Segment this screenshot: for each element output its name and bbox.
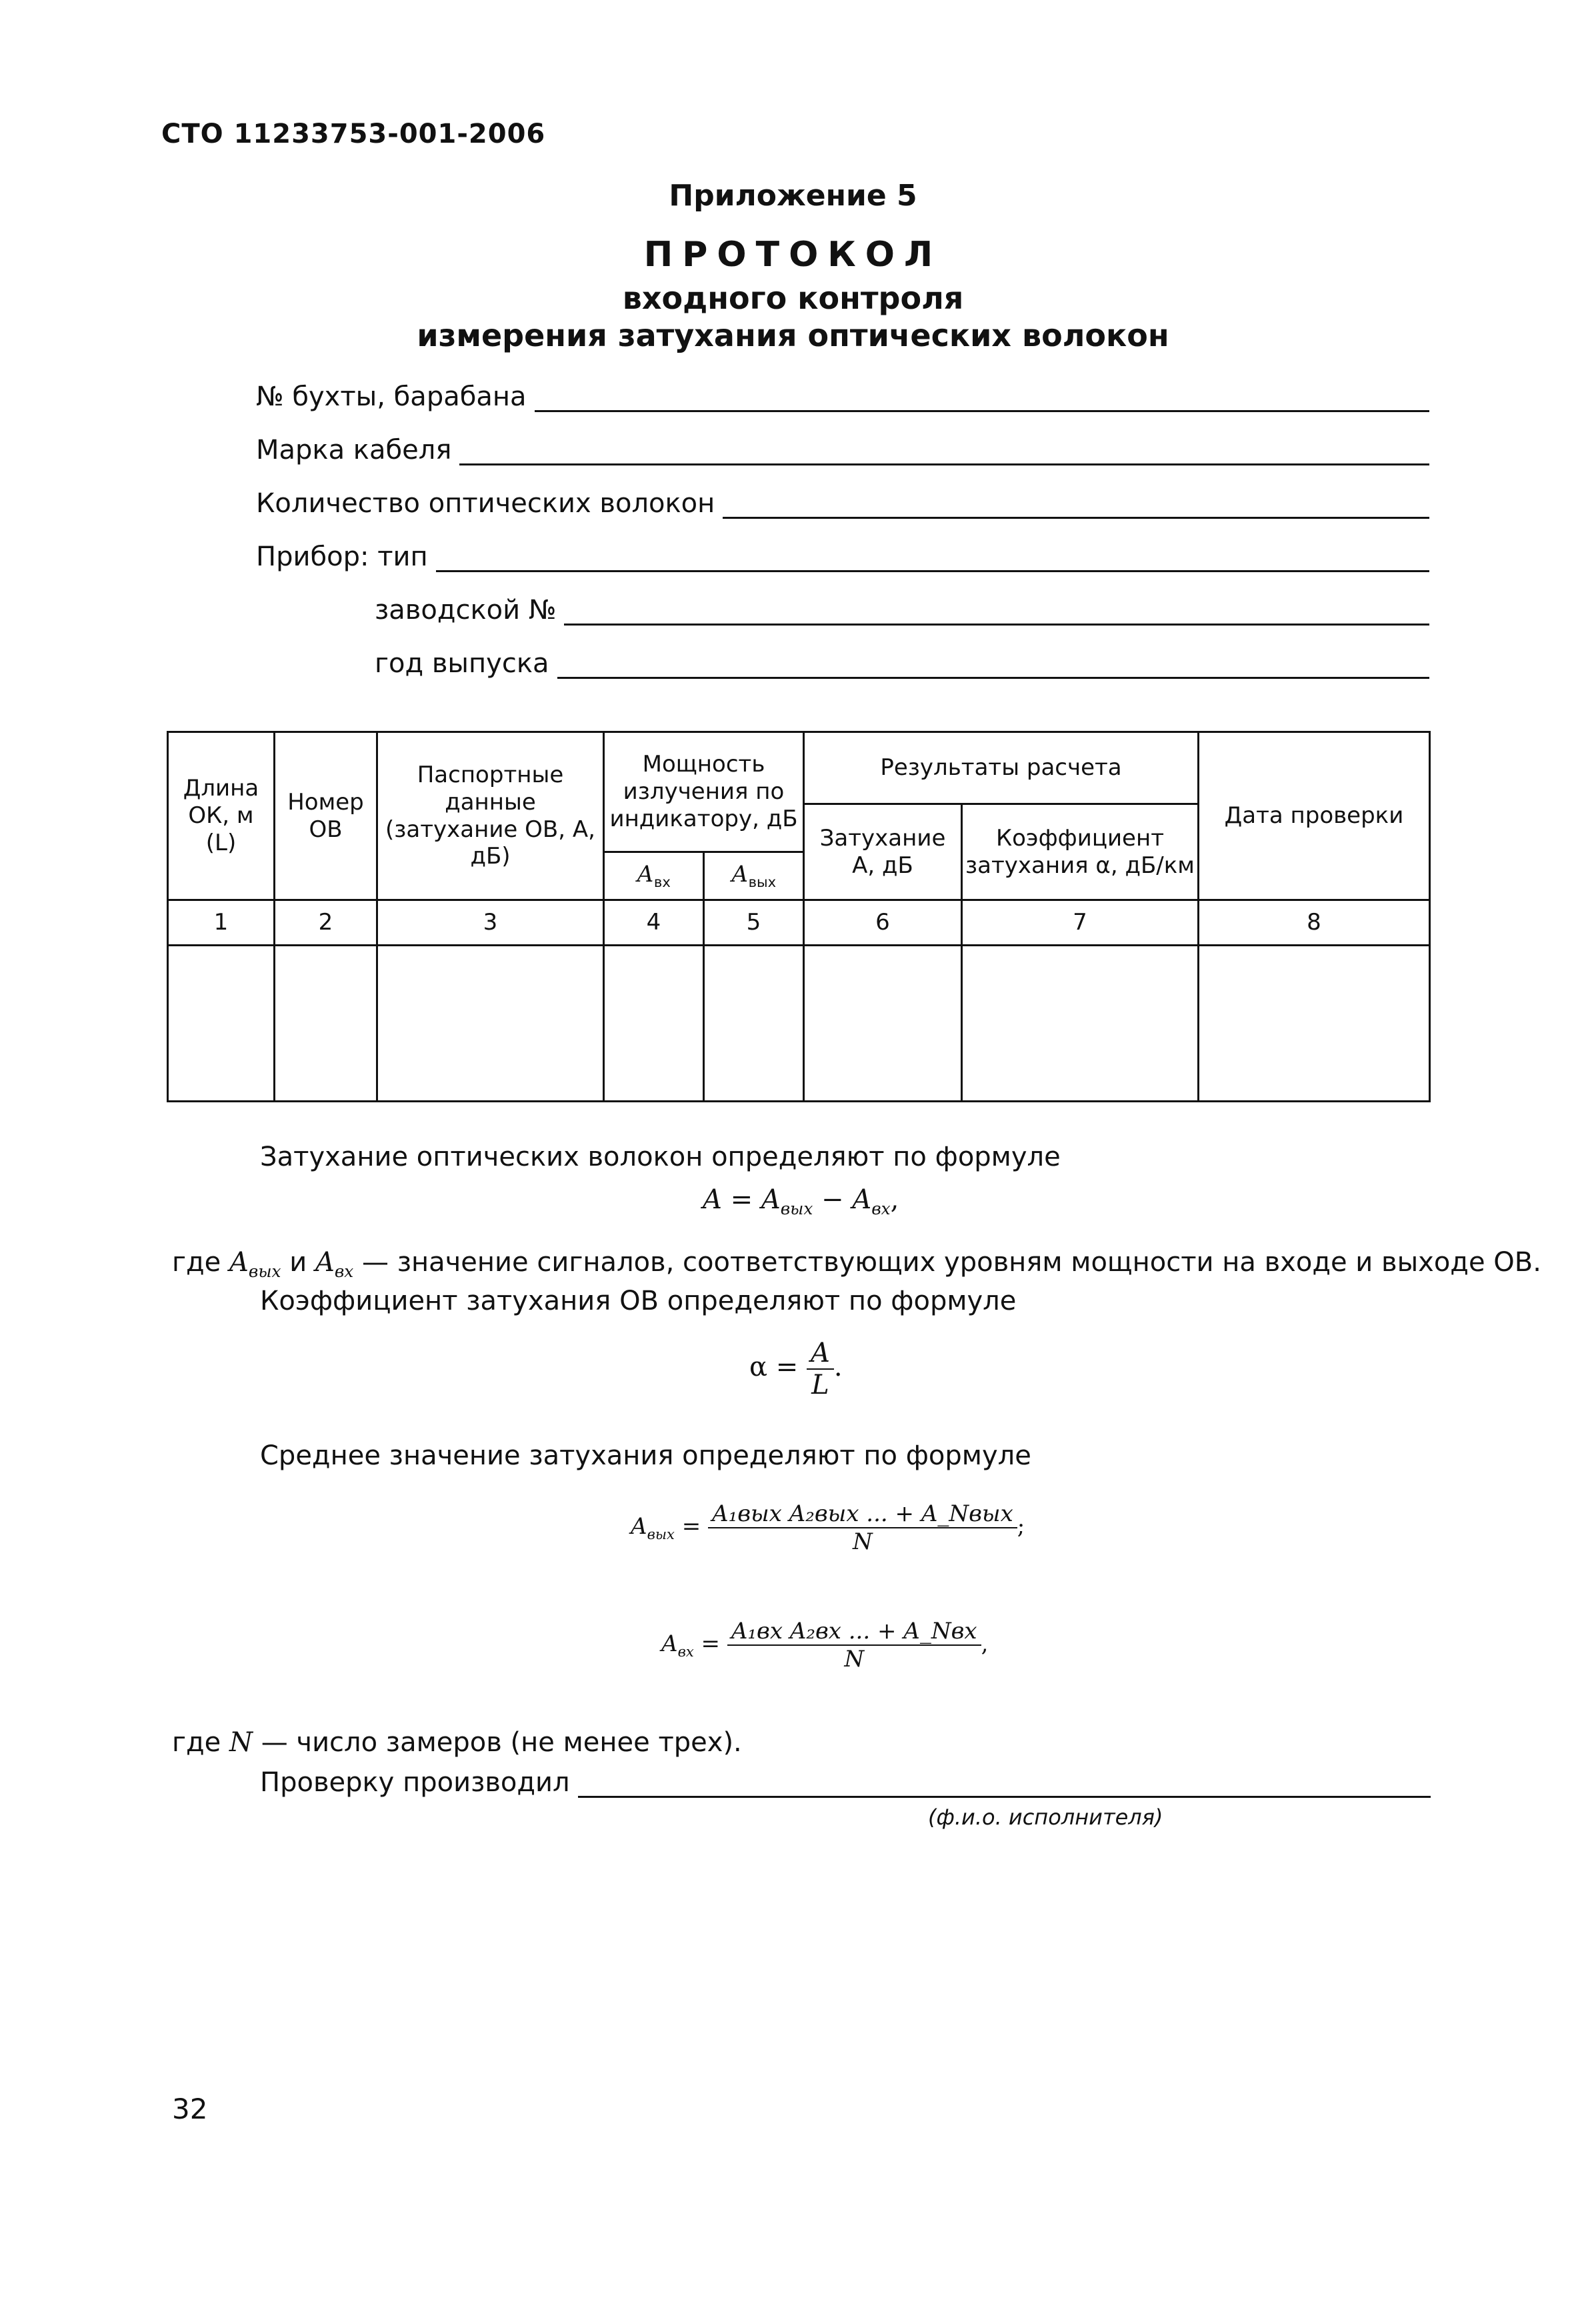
drum-blank[interactable] [535,387,1429,412]
header-a-out: $А_{вых}$ [704,852,804,900]
paragraph-where-signals: где $A_{вых}$ и $A_{вх}$ — значение сигналов, соответствующих уровням мощности на входе и выходе ОВ. [172,1247,1541,1281]
device-type-label: Прибор: тип [256,541,428,572]
paragraph-attenuation: Затухание оптических волокон определяют по формуле [260,1142,1061,1172]
device-type-blank[interactable] [436,547,1429,572]
paragraph-average: Среднее значение затухания определяют по формуле [260,1440,1031,1471]
year-field[interactable] [375,648,1429,679]
cable-label: Марка кабеля [256,435,452,465]
cable-blank[interactable] [459,441,1429,465]
table-cell[interactable] [604,946,704,1102]
serial-label: заводской № [375,595,557,626]
header-length: Длина ОК, м (L) [168,732,275,900]
page-number: 32 [172,2093,208,2125]
header-passport: Паспортные данные (затухание ОВ, А, дБ) [377,732,604,900]
table-cell[interactable] [1199,946,1430,1102]
protocol-subtitle-2: измерения затухания оптических волокон [417,317,1169,353]
serial-blank[interactable] [564,601,1429,626]
table-cell[interactable] [275,946,377,1102]
year-blank[interactable] [557,654,1429,679]
fibers-label: Количество оптических волокон [256,488,715,519]
header-attenuation: Затухание А, дБ [804,804,962,900]
cable-field[interactable] [256,435,1429,465]
device-type-field[interactable] [256,541,1429,572]
header-results: Результаты расчета [804,732,1199,804]
column-number: 5 [704,900,804,946]
table-cell[interactable] [377,946,604,1102]
table-cell[interactable] [168,946,275,1102]
column-number: 2 [275,900,377,946]
formula-average-out: $A_{вых}$ = $\frac{\text{A₁вых A₂вых ... + A\_Nвых}}{N}$ ; [631,1500,1025,1555]
fibers-blank[interactable] [723,494,1429,519]
inspector-caption: (ф.и.о. исполнителя) [928,1805,1163,1830]
formula-coefficient: α = $\frac{A}{L}$ . [749,1338,843,1400]
inspector-blank[interactable] [578,1773,1431,1798]
year-label: год выпуска [375,648,549,679]
header-number: Номер ОВ [275,732,377,900]
table-cell[interactable] [804,946,962,1102]
formula-attenuation: $A = A_{вых} - A_{вх}$, [703,1184,899,1218]
drum-label: № бухты, барабана [256,381,527,412]
table-cell[interactable] [962,946,1199,1102]
inspector-label: Проверку производил [260,1767,570,1798]
protocol-title: ПРОТОКОЛ [643,235,943,275]
paragraph-where-n: где N — число замеров (не менее трех). [172,1727,742,1758]
column-number: 6 [804,900,962,946]
header-date: Дата проверки [1199,732,1430,900]
measurement-table [167,731,1431,1102]
header-coefficient: Коэффициент затухания α, дБ/км [962,804,1199,900]
column-number: 4 [604,900,704,946]
header-a-in: $А_{вх}$ [604,852,704,900]
fibers-field[interactable] [256,488,1429,519]
paragraph-coefficient: Коэффициент затухания ОВ определяют по формуле [260,1286,1017,1316]
serial-field[interactable] [375,595,1429,626]
column-number: 3 [377,900,604,946]
table-cell[interactable] [704,946,804,1102]
protocol-subtitle-1: входного контроля [622,280,964,316]
header-power: Мощность излучения по индикатору, дБ [604,732,804,852]
column-number: 8 [1199,900,1430,946]
appendix-title: Приложение 5 [669,179,917,213]
column-number: 7 [962,900,1199,946]
standard-code: СТО 11233753-001-2006 [161,119,546,149]
formula-average-in: $A_{вх}$ = $\frac{\text{A₁вх A₂вх ... + A\_Nвх}}{N}$ , [661,1618,989,1672]
inspector-field[interactable] [260,1767,1431,1798]
drum-field[interactable] [256,381,1429,412]
column-number: 1 [168,900,275,946]
